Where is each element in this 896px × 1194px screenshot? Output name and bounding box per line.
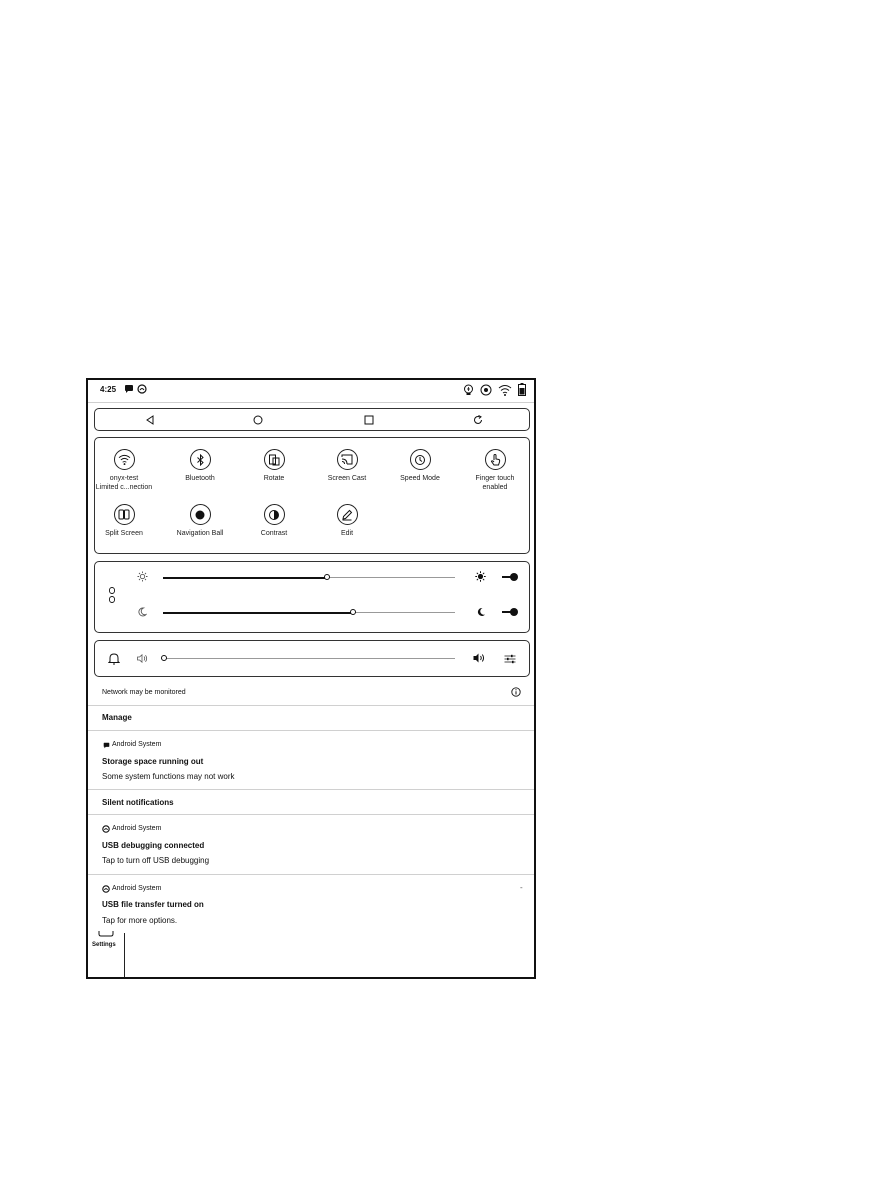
tile-label: Rotate <box>263 475 285 482</box>
tile-rotate[interactable] <box>242 449 306 483</box>
cold-slider-thumb[interactable] <box>350 609 356 615</box>
speaker-filled-icon <box>473 653 485 663</box>
brightness-panel <box>94 561 530 633</box>
navigation-bar <box>94 408 530 431</box>
settings-app-label: Settings <box>92 942 116 948</box>
background-app-strip <box>88 933 534 979</box>
tile-label: Split Screen <box>105 530 143 537</box>
android-debug-icon <box>102 885 110 893</box>
volume-slider-thumb[interactable] <box>161 655 167 661</box>
speaker-outline-icon <box>137 654 148 663</box>
notification-app: Android System <box>112 825 162 832</box>
android-debug-icon <box>137 384 147 394</box>
tile-wifi[interactable] <box>92 449 156 492</box>
manage-button[interactable]: Manage <box>102 713 132 722</box>
expand-indicator[interactable]: - <box>520 883 523 892</box>
notification-title: Storage space running out <box>102 757 204 766</box>
device-screen <box>86 378 536 979</box>
moon-outline-icon <box>137 607 147 617</box>
tile-label: Edit <box>340 530 354 537</box>
chat-bubble-icon <box>124 384 134 394</box>
status-time: 4:25 <box>100 385 117 394</box>
settings-app-icon <box>98 931 114 937</box>
home-icon <box>253 415 263 425</box>
settings-app-column[interactable] <box>88 933 125 979</box>
status-bar <box>88 380 534 402</box>
sun-outline-icon <box>137 571 148 582</box>
bluetooth-icon <box>196 454 205 466</box>
notification-app: Android System <box>112 885 162 892</box>
recents-icon <box>364 415 374 425</box>
tile-edit[interactable] <box>315 504 379 538</box>
tile-finger-touch[interactable] <box>463 449 527 492</box>
wifi-icon <box>118 454 131 465</box>
wifi-icon <box>498 384 512 396</box>
rotate-icon <box>268 454 280 466</box>
tile-label: Navigation Ball <box>176 530 224 537</box>
tile-label: Screen Cast <box>327 475 367 482</box>
back-icon <box>145 415 155 425</box>
tile-label: Speed Mode <box>400 475 440 482</box>
tile-contrast[interactable] <box>242 504 306 538</box>
moon-filled-icon <box>476 607 486 617</box>
status-divider <box>88 402 534 403</box>
back-button[interactable] <box>142 412 158 428</box>
lightbulb-icon <box>463 384 474 396</box>
sun-filled-icon <box>475 571 486 582</box>
tile-navigation-ball[interactable] <box>168 504 232 538</box>
cold-slider-fill <box>163 612 353 614</box>
refresh-icon <box>473 415 483 425</box>
refresh-button[interactable] <box>470 412 486 428</box>
tile-label: Bluetooth <box>185 475 215 482</box>
cold-brightness-slider[interactable] <box>163 610 455 616</box>
notification-body: Tap for more options. <box>102 916 178 925</box>
cold-light-toggle[interactable] <box>502 608 518 616</box>
finger-touch-icon <box>490 454 501 466</box>
speed-mode-icon <box>414 454 426 466</box>
contrast-icon <box>268 509 280 521</box>
android-debug-icon <box>102 825 110 833</box>
location-icon <box>480 384 492 396</box>
battery-icon <box>518 383 526 396</box>
notification-body: Some system functions may not work <box>102 772 235 781</box>
info-icon[interactable] <box>511 687 521 697</box>
notification-body: Tap to turn off USB debugging <box>102 856 210 865</box>
equalizer-settings-icon[interactable] <box>504 654 516 664</box>
quick-settings-panel <box>94 437 530 554</box>
warm-slider-thumb[interactable] <box>324 574 330 580</box>
network-notice: Network may be monitored <box>102 689 186 696</box>
silent-notifications-header: Silent notifications <box>102 798 174 807</box>
recents-button[interactable] <box>361 412 377 428</box>
tile-split-screen[interactable] <box>92 504 156 538</box>
edit-pencil-icon <box>341 509 353 521</box>
notification-title: USB file transfer turned on <box>102 900 204 909</box>
cast-icon <box>341 454 353 465</box>
tile-label: Contrast <box>260 530 288 537</box>
bell-icon[interactable] <box>108 652 120 665</box>
split-screen-icon <box>118 509 130 520</box>
tile-bluetooth[interactable] <box>168 449 232 483</box>
warm-brightness-slider[interactable] <box>163 575 455 581</box>
tile-label: onyx-test Limited c...nection <box>95 475 153 491</box>
notification-title: USB debugging connected <box>102 841 205 850</box>
notification-app: Android System <box>112 741 162 748</box>
link-icon <box>109 587 115 603</box>
volume-slider[interactable] <box>161 656 455 662</box>
tile-screen-cast[interactable] <box>315 449 379 483</box>
navigation-ball-icon <box>194 509 206 521</box>
volume-panel <box>94 640 530 677</box>
home-button[interactable] <box>250 412 266 428</box>
chat-bubble-icon <box>103 742 110 749</box>
tile-speed-mode[interactable] <box>388 449 452 483</box>
warm-light-toggle[interactable] <box>502 573 518 581</box>
tile-label: Finger touch enabled <box>475 475 515 491</box>
warm-slider-fill <box>163 577 327 579</box>
